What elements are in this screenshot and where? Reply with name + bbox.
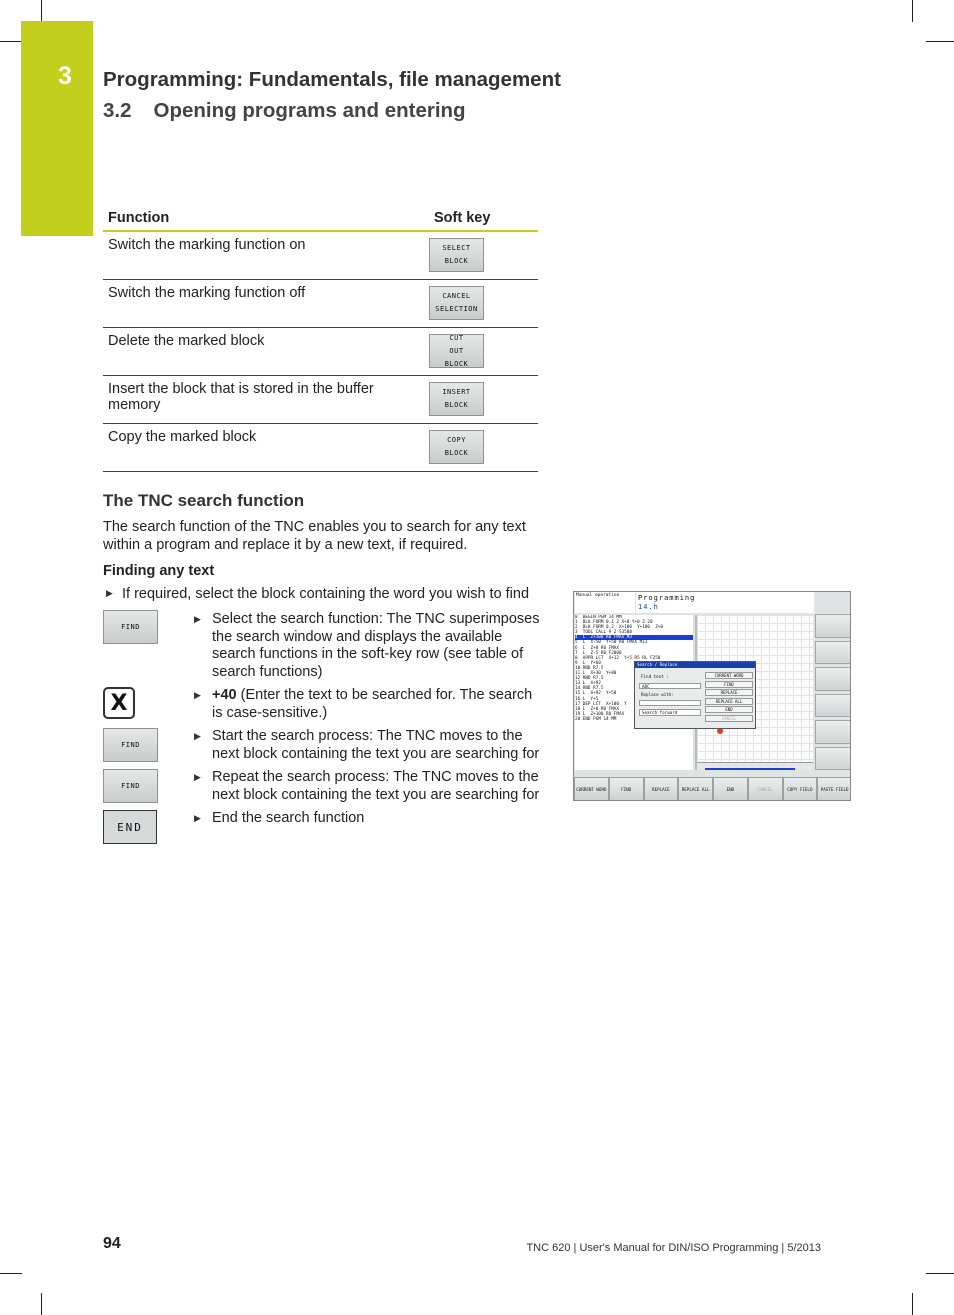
step-text-rest: (Enter the text to be searched for. The search is case-sensitive.) (212, 687, 533, 721)
step-text (212, 687, 546, 722)
x-key[interactable] (103, 687, 135, 719)
softkey-label: SELECTION (435, 305, 478, 313)
vertical-softkey[interactable] (815, 614, 851, 638)
program-line[interactable]: 2 BLK FORM 0.2 X+100 Y+100 Z+0 (575, 625, 663, 631)
chapter-number: 3 (58, 62, 72, 90)
step-item (194, 611, 546, 681)
softkey[interactable]: COPY FIELD (783, 777, 818, 801)
triangle-bullet-icon: ▶ (194, 772, 201, 782)
softkey-label: INSERT (442, 388, 471, 396)
chapter-tab (21, 21, 93, 236)
dialog-button[interactable]: CANCEL (705, 715, 753, 722)
function-cell: Delete the marked block (103, 328, 429, 376)
program-line[interactable]: 7 L Z-5 R0 F2000 (575, 650, 622, 656)
softkey[interactable]: REPLACE (644, 777, 679, 801)
program-line[interactable]: 16 L Y+5 (575, 696, 599, 702)
softkey-cell (429, 280, 538, 328)
crop-mark (41, 0, 42, 22)
dialog-button[interactable]: END (705, 706, 753, 713)
program-line[interactable]: 19 L Z+100 R0 FMAX (575, 711, 625, 717)
softkey-cell (429, 231, 538, 280)
dialog-title: Search / Replace (635, 662, 755, 668)
program-line[interactable]: 13 L X+92 (575, 681, 601, 687)
page-number: 94 (103, 1235, 121, 1252)
softkey-label: FIND (121, 781, 140, 790)
step-item (194, 769, 546, 804)
replace-with-input[interactable] (639, 700, 701, 706)
vertical-softkey[interactable] (815, 720, 851, 744)
softkey[interactable]: CURRENT WORD (574, 777, 609, 801)
section-heading (103, 99, 466, 123)
step-item (194, 810, 546, 828)
x-key-label: X (110, 690, 128, 716)
find-softkey[interactable] (103, 610, 158, 644)
softkey-label: SELECT (442, 244, 471, 252)
mode-label: Manual operation (575, 592, 635, 613)
program-line[interactable]: 10 RND R7.5 (575, 665, 604, 671)
softkey-row (574, 777, 851, 801)
program-mode-label: Programming (638, 594, 696, 602)
program-header (636, 592, 814, 613)
program-line[interactable]: 0 BEGIN PGM 14 MM (575, 615, 622, 620)
section-number: 3.2 (103, 99, 132, 122)
softkey[interactable] (429, 430, 484, 464)
crop-mark (41, 1293, 42, 1315)
table-row (103, 231, 538, 280)
step-item (194, 687, 546, 722)
vertical-softkey[interactable] (815, 667, 851, 691)
softkey[interactable]: PASTE FIELD (817, 777, 851, 801)
program-line[interactable]: 6 L Z+0 R0 FMAX (575, 645, 619, 651)
softkey-label: COPY (447, 436, 466, 444)
crop-mark (912, 0, 913, 22)
triangle-bullet-icon: ▶ (194, 731, 201, 741)
softkey[interactable] (429, 238, 484, 272)
program-line[interactable]: 5 L X-50 Y+50 R0 FMAX M13 (575, 640, 648, 646)
crop-mark (926, 41, 954, 42)
vertical-softkey[interactable] (815, 694, 851, 718)
search-direction-select[interactable]: Search forward (639, 709, 701, 716)
crop-mark (926, 1273, 954, 1274)
program-line[interactable]: 18 L Z+0 R0 FMAX (575, 706, 619, 712)
program-file-name: 14.h (638, 603, 659, 611)
table-row (103, 424, 538, 472)
dialog-button[interactable]: CURRENT WORD (705, 672, 753, 679)
function-cell: Insert the block that is stored in the buffer memory (103, 376, 429, 424)
column-header-softkey: Soft key (429, 208, 538, 231)
find-text-input[interactable]: ABC (639, 683, 701, 689)
chapter-title: Programming: Fundamentals, file management (103, 68, 561, 91)
step-text: Repeat the search process: The TNC moves to the next block containing the text you are searching for (212, 769, 540, 803)
program-line[interactable]: 12 RND R7.5 (575, 676, 604, 682)
find-softkey[interactable] (103, 769, 158, 803)
column-header-function: Function (103, 208, 429, 231)
program-line[interactable]: 9 L Y+60 (575, 660, 601, 666)
softkey[interactable] (429, 334, 484, 368)
end-key-label: END (117, 820, 143, 834)
softkey[interactable]: END (713, 777, 748, 801)
crop-mark (0, 41, 22, 42)
scroll-thumb[interactable] (705, 768, 795, 770)
program-line[interactable]: 14 RND R7.5 (575, 686, 604, 692)
triangle-bullet-icon: ▶ (106, 588, 113, 598)
softkey-cell (429, 424, 538, 472)
footer-text: TNC 620 | User's Manual for DIN/ISO Programming | 5/2013 (526, 1242, 821, 1254)
find-text-label: Find text : (641, 674, 669, 679)
find-softkey[interactable] (103, 728, 158, 762)
softkey[interactable]: CANCEL (748, 777, 783, 801)
subheading-finding: Finding any text (103, 563, 215, 579)
function-cell: Switch the marking function off (103, 280, 429, 328)
vertical-softkey[interactable] (815, 747, 851, 771)
program-line[interactable]: 1 BLK FORM 0.1 Z X+0 Y+0 Z-20 (575, 620, 653, 626)
crop-mark (912, 1293, 913, 1315)
step-item (106, 586, 529, 602)
program-line[interactable]: 11 L X+30 Y+80 (575, 671, 617, 677)
function-cell: Switch the marking function on (103, 231, 429, 280)
softkey-cell (429, 376, 538, 424)
search-replace-dialog (634, 661, 756, 729)
softkey[interactable] (429, 382, 484, 416)
section-title: Opening programs and entering (153, 99, 466, 122)
tnc-screenshot (573, 591, 851, 801)
dialog-button[interactable]: REPLACE (705, 689, 753, 696)
softkey-label: FIND (121, 622, 140, 631)
dialog-button[interactable]: REPLACE ALL (705, 698, 753, 705)
program-line[interactable]: 3 TOOL CALL 9 Z S3500 (575, 630, 632, 636)
softkey-label: OUT (449, 346, 464, 355)
program-line[interactable]: 8 APPR LCT X+12 Y+5 R5 RL F250 (575, 655, 661, 661)
step-text: If required, select the block containing the word you wish to find (122, 586, 530, 602)
softkey[interactable]: FIND (609, 777, 644, 801)
triangle-bullet-icon: ▶ (194, 690, 201, 700)
replace-with-label: Replace with: (641, 692, 674, 697)
triangle-bullet-icon: ▶ (194, 614, 201, 624)
dialog-button[interactable]: FIND (705, 681, 753, 688)
step-text: End the search function (212, 810, 365, 826)
program-line[interactable]: 20 END PGM 14 MM (575, 716, 617, 722)
intro-paragraph: The search function of the TNC enables you to search for any text within a program and replace it by a new text, if required. (103, 519, 526, 553)
softkey-label: BLOCK (444, 257, 469, 265)
step-text: Start the search process: The TNC moves to the next block containing the text you are searching for (212, 728, 540, 762)
softkey[interactable] (429, 286, 484, 320)
softkey-cell (429, 328, 538, 376)
softkey[interactable]: REPLACE ALL (678, 777, 713, 801)
triangle-bullet-icon: ▶ (194, 813, 201, 823)
table-row (103, 280, 538, 328)
step-text: Select the search function: The TNC superimposes the search window and displays the available search functions in the soft-key row (see table of search functions) (212, 611, 540, 680)
function-cell: Copy the marked block (103, 424, 429, 472)
softkey-label: BLOCK (444, 401, 469, 409)
program-line[interactable]: 15 L X+92 Y+50 (575, 691, 617, 697)
table-row (103, 376, 538, 424)
step-bold-value: +40 (212, 687, 237, 703)
softkey-label: FIND (121, 740, 140, 749)
crop-mark (0, 1273, 22, 1274)
dialog-buttons (705, 672, 753, 722)
softkey-label: BLOCK (444, 359, 469, 368)
section-heading-search: The TNC search function (103, 491, 305, 510)
softkey-label: CANCEL (442, 292, 471, 300)
softkey-label: BLOCK (444, 449, 469, 457)
step-item (194, 728, 546, 763)
vertical-softkey[interactable] (815, 641, 851, 665)
end-key[interactable] (103, 810, 157, 844)
program-line[interactable]: 17 DEP LCT X+100 Y (575, 701, 627, 707)
softkey-label: CUT (449, 333, 464, 342)
table-row (103, 328, 538, 376)
vertical-softkey-column (815, 614, 851, 770)
program-line[interactable]: 4 L Z+100 R0 FMAX M3 (575, 635, 693, 640)
softkey-table (103, 208, 538, 472)
